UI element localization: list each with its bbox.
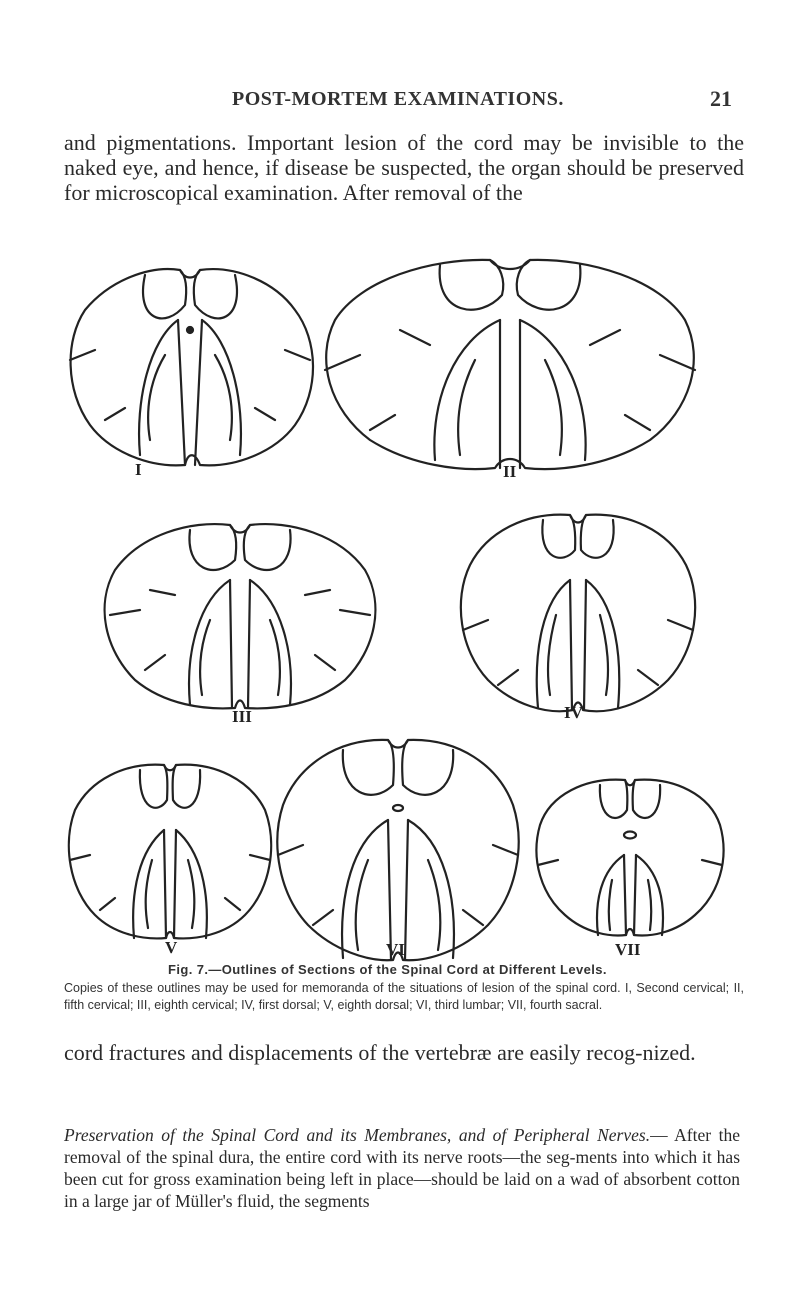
paragraph-fractures: cord fractures and displacements of the vertebræ are easily recog-nized. [64, 1040, 696, 1065]
section-7-drawing [536, 780, 723, 936]
section-1-drawing [70, 269, 313, 465]
section-5-drawing [69, 765, 271, 939]
section-label-3: III [232, 707, 252, 726]
section-6-drawing [277, 740, 518, 960]
section-3-drawing [105, 524, 376, 708]
running-title: POST-MORTEM EXAMINATIONS. [232, 88, 564, 110]
page-number: 21 [710, 86, 732, 111]
section-label-2: II [503, 462, 517, 481]
section-label-6: VI [386, 940, 405, 959]
section-4-drawing [461, 515, 695, 712]
paragraph-preservation-text: — After the removal of the spinal dura, the entire cord with its nerve roots—the seg-ments into which it has been cut for gross examination being left in place—should be laid on a wad of absorbent cotton in a large jar of Müller's fluid, the segments [64, 1125, 740, 1211]
spinal-cord-sections-figure [60, 225, 740, 965]
figure-caption-title: Fig. 7.—Outlines of Sections of the Spinal Cord at Different Levels. [168, 962, 607, 977]
section-2-drawing [325, 260, 695, 469]
spinal-cord-sections-drawing [60, 225, 740, 965]
figure-caption-body: Copies of these outlines may be used for memoranda of the situations of lesion of the spinal cord. I, Second cervical; II, fifth cervical; III, eighth cervical; IV, first dorsal; V, eighth dorsal; VI, third lumbar; VII, fourth sacral. [64, 981, 744, 1012]
section-heading-preservation: Preservation of the Spinal Cord and its Membranes, and of Peripheral Nerves. [64, 1125, 651, 1145]
section-label-1: I [135, 460, 142, 479]
section-label-5: V [165, 938, 178, 957]
section-label-4: IV [564, 703, 583, 722]
section-label-7: VII [615, 940, 641, 959]
paragraph-intro: and pigmentations. Important lesion of the cord may be invisible to the naked eye, and hence, if disease be suspected, the organ should be preserved for microscopical examination. After removal of the [64, 130, 744, 205]
paragraph-preservation [64, 1124, 740, 1212]
